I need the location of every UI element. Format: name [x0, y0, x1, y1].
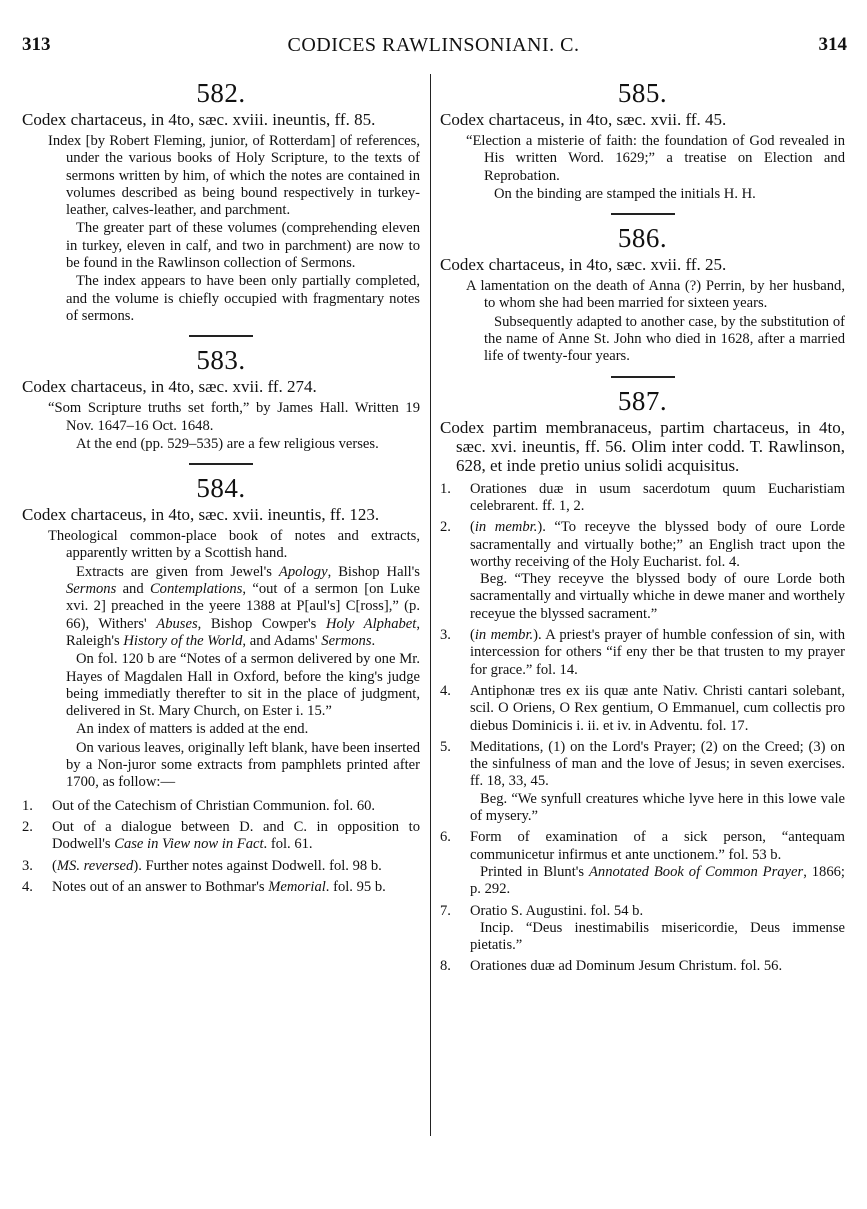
- entry-584: [22, 471, 420, 896]
- entry-582: [22, 76, 420, 325]
- codex-description: Codex chartaceus, in 4to, sæc. xvii. ff. 25.: [440, 255, 727, 275]
- entry-paragraph: Theological common-place book of notes and extracts, apparently written by a Scottish hand.: [48, 528, 420, 562]
- list-item: 6. Form of examination of a sick person, “antequam communicetur infirmus et ante unctionem.” fol. 53 b. Printed in Blunt's Annotated Book of Common Prayer, 1866; p. 292.: [440, 829, 845, 898]
- entry-number: 582.: [196, 78, 246, 108]
- entry-number: 586.: [617, 223, 668, 254]
- list-item: 2. Out of a dialogue between D. and C. in opposition to Dodwell's Case in View now in Fact. fol. 61.: [22, 818, 420, 853]
- codex-description: Codex chartaceus, in 4to, sæc. xviii. ineuntis, ff. 85.: [22, 110, 376, 129]
- entry-583: [22, 343, 420, 453]
- entry-paragraph: The greater part of these volumes (comprehending eleven in turkey, eleven in calf, and two in parchment) are now to be found in the Rawlinson collection of Sermons.: [66, 220, 420, 272]
- entry-paragraph: Index [by Robert Fleming, junior, of Rotterdam] of references, under the various books of Holy Scripture, to the texts of sermons written by him, of which the notes are contained in volumes described as being bound respectively in turkey-leather, calves-leather, and parchment.: [48, 133, 420, 219]
- left-column: [22, 76, 420, 900]
- list-item: 4. Notes out of an answer to Bothmar's Memorial. fol. 95 b.: [22, 878, 386, 895]
- entry-paragraph: Extracts are given from Jewel's Apology, Bishop Hall's Sermons and Contemplations, “out of a sermon [on Luke xvi. 2] preached in the yeere 1388 at P[aul's] C[ross],” (p. 66), Withers' Abuses, Bishop Cowper's Holy Alphabet, Raleigh's History of the World, and Adams' Sermons.: [66, 563, 420, 649]
- list-item: 5. Meditations, (1) on the Lord's Prayer; (2) on the Creed; (3) on the sinfulness of man and the love of Jesus; in seven exercises. ff. 18, 33, 45. Beg. “We synfull creatures whiche lyve here in this lowe vale of mysery.”: [440, 738, 845, 825]
- entry-paragraph: On fol. 120 b are “Notes of a sermon delivered by one Mr. Hayes of Magdalen Hall in Oxford, before the king's judge being immediatly therefter to sit in the place of judgment, delivered in St. Mary Church, on Ester i. 15.”: [66, 651, 420, 720]
- entry-paragraph: On the binding are stamped the initials H. H.: [494, 185, 756, 202]
- page-header: [0, 34, 867, 64]
- entry-paragraph: “Som Scripture truths set forth,” by James Hall. Written 19 Nov. 1647–16 Oct. 1648.: [48, 400, 420, 434]
- entry-paragraph: The index appears to have been only partially completed, and the volume is chiefly occupied with fragmentary notes of sermons.: [66, 273, 420, 324]
- page-number-left: 313: [22, 34, 51, 55]
- entry-paragraph: “Election a misterie of faith: the foundation of God revealed in His written Word. 1629;” a treatise on Election and Reprobation.: [466, 133, 845, 184]
- codex-description: Codex chartaceus, in 4to, sæc. xvii. ff. 274.: [22, 377, 317, 397]
- right-column: [440, 76, 845, 980]
- list-item: 1. Out of the Catechism of Christian Communion. fol. 60.: [22, 797, 376, 814]
- entry-paragraph: Subsequently adapted to another case, by the substitution of the name of Anne St. John who died in 1628, after a married life of twenty-four years.: [484, 313, 845, 365]
- column-divider: [430, 74, 431, 1136]
- entry-585: [440, 76, 845, 203]
- codex-description: Codex partim membranaceus, partim chartaceus, in 4to, sæc. xvi. ineuntis, ff. 56. Olim inter codd. T. Rawlinson, 628, et inde pretio unius solidi acquisitus.: [440, 417, 845, 475]
- list-item: 1. Orationes duæ in usum sacerdotum quum Eucharistiam celebrarent. ff. 1, 2.: [440, 480, 845, 514]
- separator-rule: [611, 376, 675, 378]
- entry-586: [440, 221, 845, 365]
- entry-number: 584.: [196, 473, 246, 504]
- entry-paragraph: An index of matters is added at the end.: [76, 721, 309, 738]
- separator-rule: [189, 463, 253, 465]
- entry-paragraph: A lamentation on the death of Anna (?) Perrin, by her husband, to whom she had been married for sixteen years.: [466, 278, 845, 312]
- list-item: 8. Orationes duæ ad Dominum Jesum Christum. fol. 56.: [440, 958, 783, 975]
- list-item: 2. (in membr.). “To receyve the blyssed body of oure Lorde sacramentally and virtually bothe;” an English tract upon the worthy receiving of the Holy Eucharist. fol. 4. Beg. “They receyve the blyssed body of oure Lorde both sacramentally and virtually whiche in dewe maner and worthely receyue the blyssed sacrament.”: [440, 519, 845, 622]
- entry-number: 587.: [617, 385, 668, 416]
- separator-rule: [611, 213, 675, 215]
- entry-paragraph: On various leaves, originally left blank, have been inserted by a Non-juror some extracts from pamphlets printed after 1700, as follow:—: [66, 739, 420, 791]
- entry-number: 583.: [196, 345, 246, 376]
- codex-description: Codex chartaceus, in 4to, sæc. xvii. ff. 45.: [440, 110, 727, 129]
- codex-description: Codex chartaceus, in 4to, sæc. xvii. ineuntis, ff. 123.: [22, 505, 380, 525]
- entry-587: [440, 384, 845, 976]
- entry-paragraph: At the end (pp. 529–535) are a few religious verses.: [76, 435, 379, 452]
- list-item: 3. (in membr.). A priest's prayer of humble confession of sin, with intercession for others “if eny ther be that trusten to my prayer for grace.” fol. 14.: [440, 627, 845, 678]
- entry-number: 585.: [617, 78, 668, 108]
- page-number-right: 314: [818, 34, 847, 55]
- list-item: 7. Oratio S. Augustini. fol. 54 b. Incip. “Deus inestimabilis misericordie, Deus immense pietatis.”: [440, 902, 845, 954]
- running-title: CODICES RAWLINSONIANI. C.: [287, 34, 580, 56]
- list-item: 4. Antiphonæ tres ex iis quæ ante Nativ. Christi cantari solebant, scil. O Oriens, O Rex gentium, O Emmanuel, cum collectis pro diebus Dominicis i. ii. et iv. in Adventu. fol. 17.: [440, 682, 845, 734]
- list-item: 3. (MS. reversed). Further notes against Dodwell. fol. 98 b.: [22, 857, 382, 874]
- separator-rule: [189, 335, 253, 337]
